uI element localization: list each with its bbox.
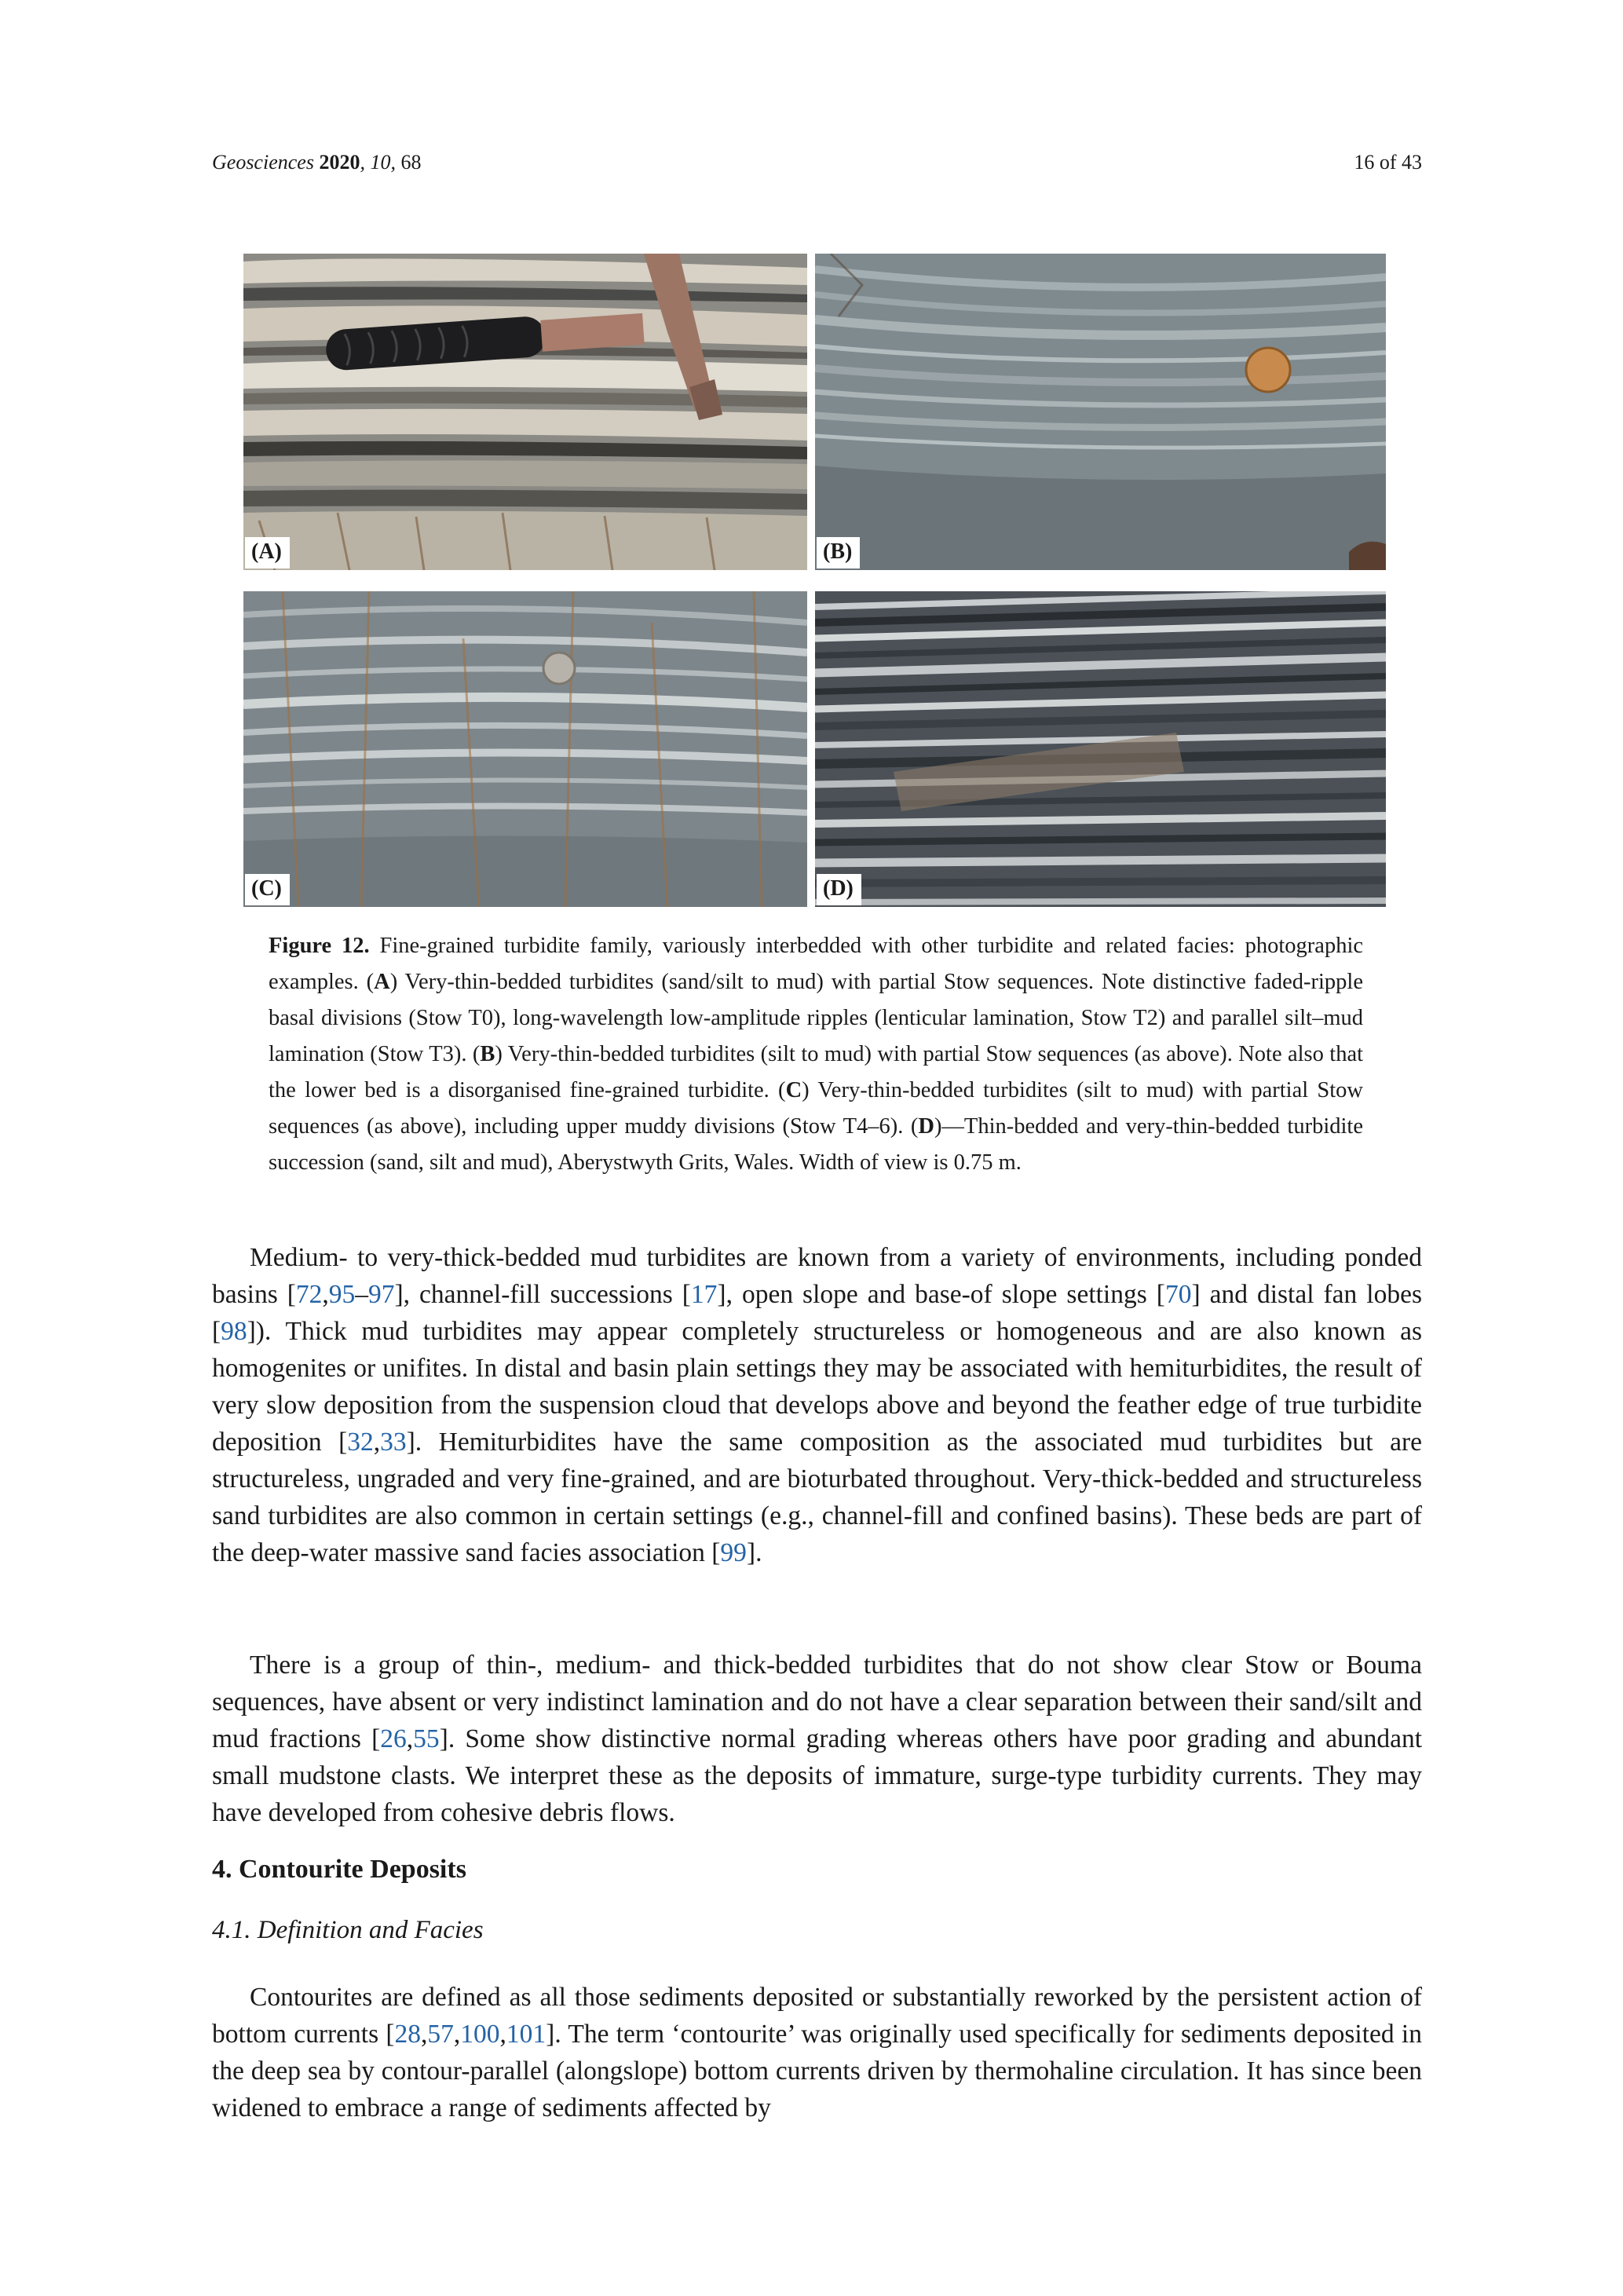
citation-link[interactable]: 32 — [347, 1428, 374, 1457]
journal-volume: 10 — [370, 151, 391, 174]
paragraph-text: , — [421, 2020, 428, 2049]
paragraph-text: – — [355, 1280, 369, 1309]
caption-panel-ref-c: C — [785, 1078, 802, 1102]
paragraph-text: , — [406, 1724, 414, 1753]
caption-panel-ref-a: A — [374, 970, 390, 994]
article-number: 68 — [400, 151, 422, 174]
paragraph-text: , — [453, 2020, 461, 2049]
caption-text: ) Very-thin-bedded turbidites (silt to mud) with partial Stow sequences (as above), including upper muddy divisions (Stow T4–6). ( — [269, 1078, 1363, 1139]
panel-label-a: (A) — [245, 537, 290, 569]
subsection-heading: 4.1. Definition and Facies — [212, 1916, 484, 1944]
journal-citation: Geosciences 2020, 10, 68 — [212, 151, 422, 174]
paragraph-text: Medium- to very-thick-bedded mud turbidites are known from a variety of environments, including ponded basins [ — [212, 1243, 1422, 1309]
caption-text: ) Very-thin-bedded turbidites (silt to mud) with partial Stow sequences (as above). Note also that the lower bed is a disorganised fine-grained turbidite. ( — [269, 1042, 1364, 1102]
paragraph-mud-turbidites — [212, 1239, 1422, 1571]
citation-link[interactable]: 28 — [394, 2020, 422, 2049]
journal-year: 2020 — [319, 151, 360, 174]
paragraph-immature-turbidites — [212, 1647, 1422, 1831]
caption-text: )—Thin-bedded and very-thin-bedded turbidite succession (sand, silt and mud), Aberystwyth Grits, Wales. Width of view is 0.75 m. — [269, 1114, 1363, 1175]
paragraph-text: , — [499, 2020, 506, 2049]
paragraph-text: Contourites are defined as all those sediments deposited or substantially reworked by the persistent action of bottom currents [ — [212, 1983, 1422, 2049]
caption-text: Fine-grained turbidite family, variously interbedded with other turbidite and related facies: photographic examples. ( — [269, 934, 1364, 994]
paragraph-text: , — [373, 1428, 381, 1457]
paragraph-text: ]. Hemiturbidites have the same composition as the associated mud turbidites but are structureless, ungraded and very fine-grained, and are bioturbated throughout. Very-thick-bedded and structureless sand turbidites are also common in certain settings (e.g., channel-fill and confined basins). These beds are part of the deep-water massive sand facies association [ — [212, 1428, 1422, 1567]
running-head — [212, 151, 1422, 182]
citation-link[interactable]: 57 — [427, 2020, 454, 2049]
citation-link[interactable]: 98 — [221, 1317, 247, 1346]
caption-panel-ref-b: B — [480, 1042, 495, 1066]
journal-name: Geosciences — [212, 151, 314, 174]
photo-c-image — [243, 591, 807, 907]
paragraph-text: ], channel-fill successions [ — [394, 1280, 691, 1309]
panel-label-b: (B) — [817, 537, 860, 569]
photo-b-image — [815, 254, 1386, 570]
citation-link[interactable]: 72 — [295, 1280, 323, 1309]
panel-label-d: (D) — [817, 874, 861, 905]
figure-12 — [243, 254, 1386, 907]
citation-link[interactable]: 101 — [506, 2020, 546, 2049]
citation-link[interactable]: 95 — [328, 1280, 356, 1309]
photo-a-image — [243, 254, 807, 570]
figure-label: Figure 12. — [269, 934, 370, 958]
page-number: 16 of 43 — [1354, 151, 1422, 174]
paragraph-text: , — [322, 1280, 329, 1309]
paragraph-text: There is a group of thin-, medium- and thick-bedded turbidites that do not show clear Stow or Bouma sequences, have absent or very indistinct lamination and do not have a clear separation between their sand/silt and mud fractions [ — [212, 1651, 1422, 1753]
citation-link[interactable]: 99 — [720, 1538, 747, 1567]
paragraph-text: ], open slope and base-of slope settings [ — [717, 1280, 1165, 1309]
photo-panel-a — [243, 254, 807, 570]
citation-link[interactable]: 70 — [1164, 1280, 1192, 1309]
caption-panel-ref-d: D — [918, 1114, 934, 1139]
paragraph-text: ]). Thick mud turbidites may appear completely structureless or homogeneous and are also known as homogenites or unifites. In distal and basin plain settings they may be associated with hemiturbidites, the result of very slow deposition from the suspension cloud that develops above and beyond the feather edge of true turbidite deposition [ — [212, 1317, 1422, 1457]
citation-link[interactable]: 100 — [460, 2020, 500, 2049]
paragraph-text: ]. Some show distinctive normal grading whereas others have poor grading and abundant small mudstone clasts. We interpret these as the deposits of immature, surge-type turbidity currents. They may have developed from cohesive debris flows. — [212, 1724, 1422, 1827]
citation-link[interactable]: 17 — [690, 1280, 718, 1309]
paragraph-text: ]. — [746, 1538, 762, 1567]
figure-caption — [269, 928, 1363, 1181]
citation-link[interactable]: 97 — [368, 1280, 395, 1309]
panel-label-c: (C) — [245, 874, 290, 905]
citation-link[interactable]: 33 — [380, 1428, 407, 1457]
paragraph-contourite-definition — [212, 1979, 1422, 2126]
paragraph-text: ]. The term ‘contourite’ was originally used specifically for sediments deposited in the deep sea by contour-parallel (alongslope) bottom currents driven by thermohaline circulation. It has since been widened to embrace a range of sediments affected by — [212, 2020, 1422, 2122]
citation-link[interactable]: 55 — [413, 1724, 440, 1753]
paragraph-text: ] and distal fan lobes [ — [212, 1280, 1423, 1346]
photo-panel-d — [815, 591, 1386, 907]
caption-text: ) Very-thin-bedded turbidites (sand/silt to mud) with partial Stow sequences. Note distinctive faded-ripple basal divisions (Stow T0), long-wavelength low-amplitude ripples (lenticular lamination, Stow T2) and parallel silt–mud lamination (Stow T3). ( — [269, 970, 1363, 1066]
section-heading: 4. Contourite Deposits — [212, 1855, 466, 1884]
photo-panel-c — [243, 591, 807, 907]
citation-link[interactable]: 26 — [380, 1724, 407, 1753]
photo-d-image — [815, 591, 1386, 907]
photo-panel-b — [815, 254, 1386, 570]
